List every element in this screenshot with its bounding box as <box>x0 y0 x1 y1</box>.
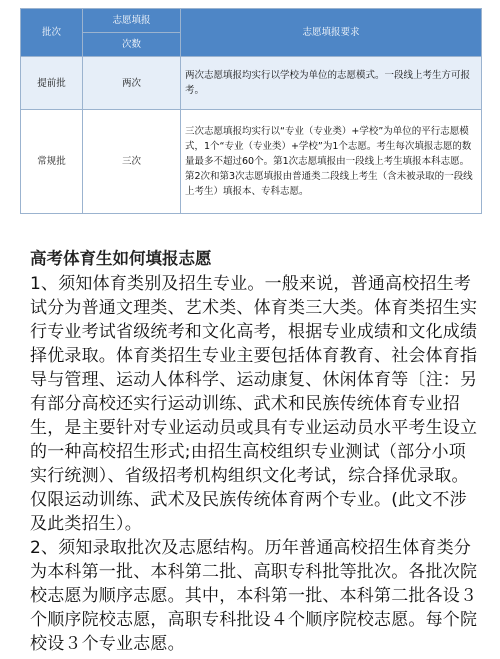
article-body <box>30 247 482 656</box>
header-batch: 批次 <box>21 9 83 57</box>
cell-batch: 提前批 <box>21 57 83 110</box>
header-count-line2: 次数 <box>83 33 181 57</box>
cell-batch: 常规批 <box>21 110 83 214</box>
article-paragraph-1: 1、须知体育类别及招生专业。一般来说，普通高校招生考试分为普通文理类、艺术类、体育类三大类。体育类招生实行专业考试省级统考和文化高考，根据专业成绩和文化成绩择优录取。体育类招生专业主要包括体育教育、社会体育指导与管理、运动人体科学、运动康复、休闲体育等〔注：另有部分高校还实行运动训练、武术和民族传统体育专业招生，是主要针对专业运动员或具有专业运动员水平考生设立的一种高校招生形式;由招生高校组织专业测试（部分小项实行统测）、省级招考机构组织文化考试，综合择优录取。仅限运动训练、武术及民族传统体育两个专业。(此文不涉及此类招生）。 <box>30 274 478 534</box>
table-row <box>21 57 482 110</box>
volunteer-table-container <box>20 8 481 214</box>
table-row <box>21 110 482 214</box>
article-paragraph-2: 2、须知录取批次及志愿结构。历年普通高校招生体育类分为本科第一批、本科第二批、高职专科批等批次。各批次院校志愿为顺序志愿。其中，本科第一批、本科第二批各设３个顺序院校志愿，高职专科批设４个顺序院校志愿。每个院校设３个专业志愿。 <box>30 538 478 654</box>
cell-requirement: 三次志愿填报均实行以“专业（专业类）+学校”为单位的平行志愿模式，1个“专业（专业类）+学校”为1个志愿。考生每次填报志愿的数量最多不超过60个。第1次志愿填报由一段线上考生填报本科志愿。第2次和第3次志愿填报由普通类二段线上考生（含未被录取的一段线上考生）填报本、专科志愿。 <box>181 110 482 214</box>
cell-count: 三次 <box>83 110 181 214</box>
table-header-row <box>21 9 482 33</box>
header-requirement: 志愿填报要求 <box>181 9 482 57</box>
article-heading: 高考体育生如何填报志愿 <box>30 249 212 268</box>
cell-requirement: 两次志愿填报均实行以学校为单位的志愿模式。一段线上考生方可报考。 <box>181 57 482 110</box>
cell-count: 两次 <box>83 57 181 110</box>
header-count-line1: 志愿填报 <box>83 9 181 33</box>
volunteer-table <box>20 8 482 214</box>
